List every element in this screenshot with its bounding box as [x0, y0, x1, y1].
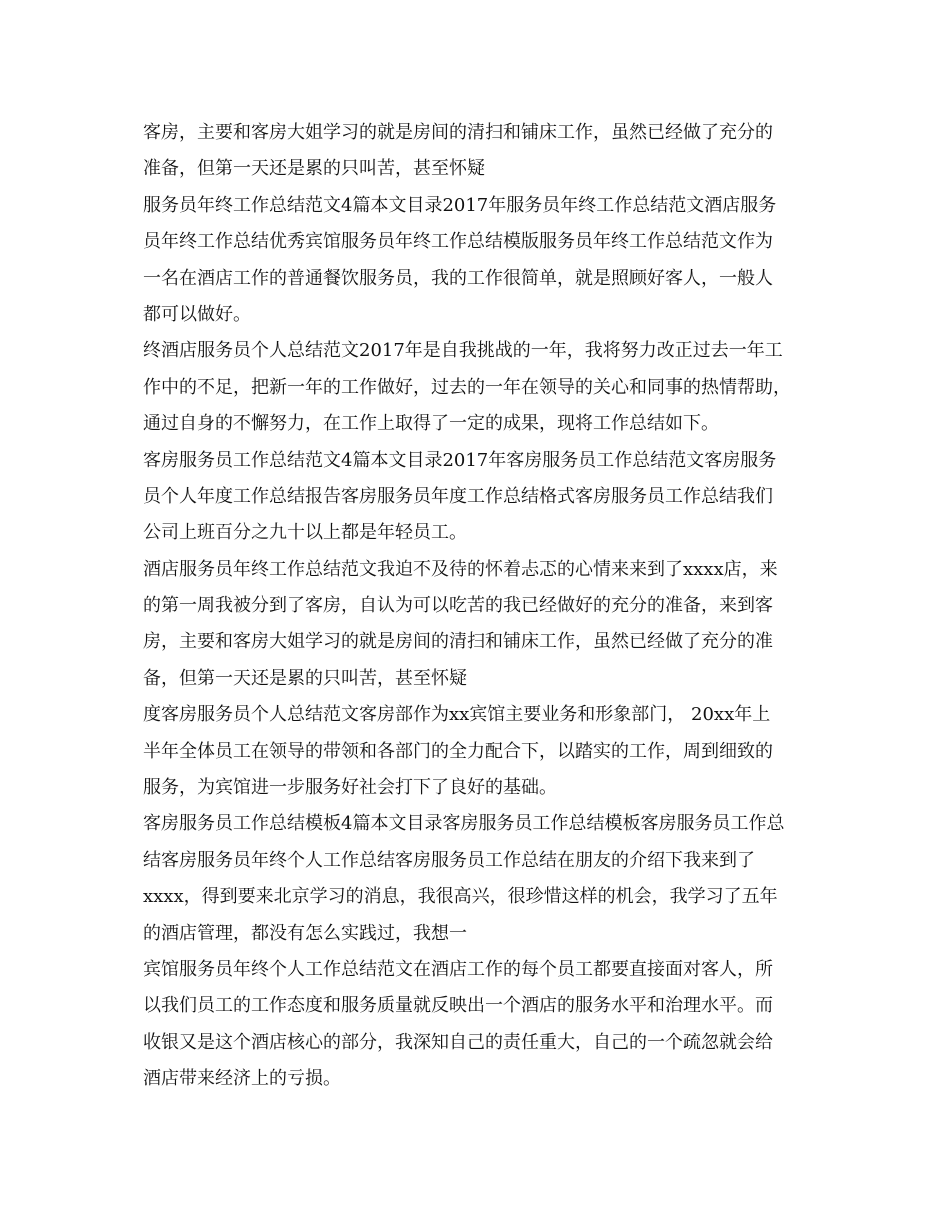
paragraph — [143, 806, 818, 952]
paragraph — [143, 443, 818, 552]
paragraph — [143, 952, 818, 1098]
text-line: 客房服务员工作总结模板4篇本文目录客房服务员工作总结模板客房服务员工作总 — [143, 813, 785, 835]
paragraph — [143, 552, 818, 698]
text-line: 一名在酒店工作的普通餐饮服务员，我的工作很简单，就是照顾好客人，一般人 — [143, 267, 773, 289]
text-line: xxxx，得到要来北京学习的消息，我很高兴，很珍惜这样的机会，我学习了五年 — [143, 886, 778, 908]
text-line: 客房服务员工作总结范文4篇本文目录2017年客房服务员工作总结范文客房服务 — [143, 449, 777, 471]
text-line: 度客房服务员个人总结范文客房部作为xx宾馆主要业务和形象部门， 20xx年上 — [143, 704, 771, 726]
text-line: 房，主要和客房大姐学习的就是房间的清扫和铺床工作，虽然已经做了充分的准 — [143, 631, 773, 653]
text-line: 都可以做好。 — [143, 303, 251, 325]
text-line: 备，但第一天还是累的只叫苦，甚至怀疑 — [143, 667, 467, 689]
text-line: 半年全体员工在领导的带领和各部门的全力配合下，以踏实的工作，周到细致的 — [143, 740, 773, 762]
text-line: 作中的不足，把新一年的工作做好，过去的一年在领导的关心和同事的热情帮助， — [143, 376, 791, 398]
text-line: 客房，主要和客房大姐学习的就是房间的清扫和铺床工作，虽然已经做了充分的 — [143, 122, 773, 143]
document-body — [143, 115, 818, 1098]
text-line: 宾馆服务员年终个人工作总结范文在酒店工作的每个员工都要直接面对客人，所 — [143, 958, 773, 980]
text-line: 收银又是这个酒店核心的部分，我深知自己的责任重大，自己的一个疏忽就会给 — [143, 1031, 773, 1053]
paragraph — [143, 188, 818, 334]
text-line: 服务员年终工作总结范文4篇本文目录2017年服务员年终工作总结范文酒店服务 — [143, 194, 777, 216]
paragraph — [143, 115, 818, 188]
paragraph — [143, 697, 818, 806]
text-line: 准备，但第一天还是累的只叫苦，甚至怀疑 — [143, 158, 485, 180]
text-line: 公司上班百分之九十以上都是年轻员工。 — [143, 522, 467, 544]
paragraph — [143, 333, 818, 442]
text-line: 酒店服务员年终工作总结范文我迫不及待的怀着忐忑的心情来来到了xxxx店，来 — [143, 558, 778, 580]
text-line: 通过自身的不懈努力，在工作上取得了一定的成果，现将工作总结如下。 — [143, 413, 719, 435]
text-line: 结客房服务员年终个人工作总结客房服务员工作总结在朋友的介绍下我来到了 — [143, 849, 755, 871]
text-line: 的酒店管理，都没有怎么实践过，我想一 — [143, 922, 467, 944]
text-line: 的第一周我被分到了客房，自认为可以吃苦的我已经做好的充分的准备，来到客 — [143, 595, 773, 617]
text-line: 服务，为宾馆进一步服务好社会打下了良好的基础。 — [143, 777, 557, 799]
text-line: 员年终工作总结优秀宾馆服务员年终工作总结模版服务员年终工作总结范文作为 — [143, 231, 773, 253]
text-line: 员个人年度工作总结报告客房服务员年度工作总结格式客房服务员工作总结我们 — [143, 485, 773, 507]
text-line: 终酒店服务员个人总结范文2017年是自我挑战的一年，我将努力改正过去一年工 — [143, 340, 783, 362]
text-line: 以我们员工的工作态度和服务质量就反映出一个酒店的服务水平和治理水平。而 — [143, 995, 773, 1017]
text-line: 酒店带来经济上的亏损。 — [143, 1068, 341, 1090]
